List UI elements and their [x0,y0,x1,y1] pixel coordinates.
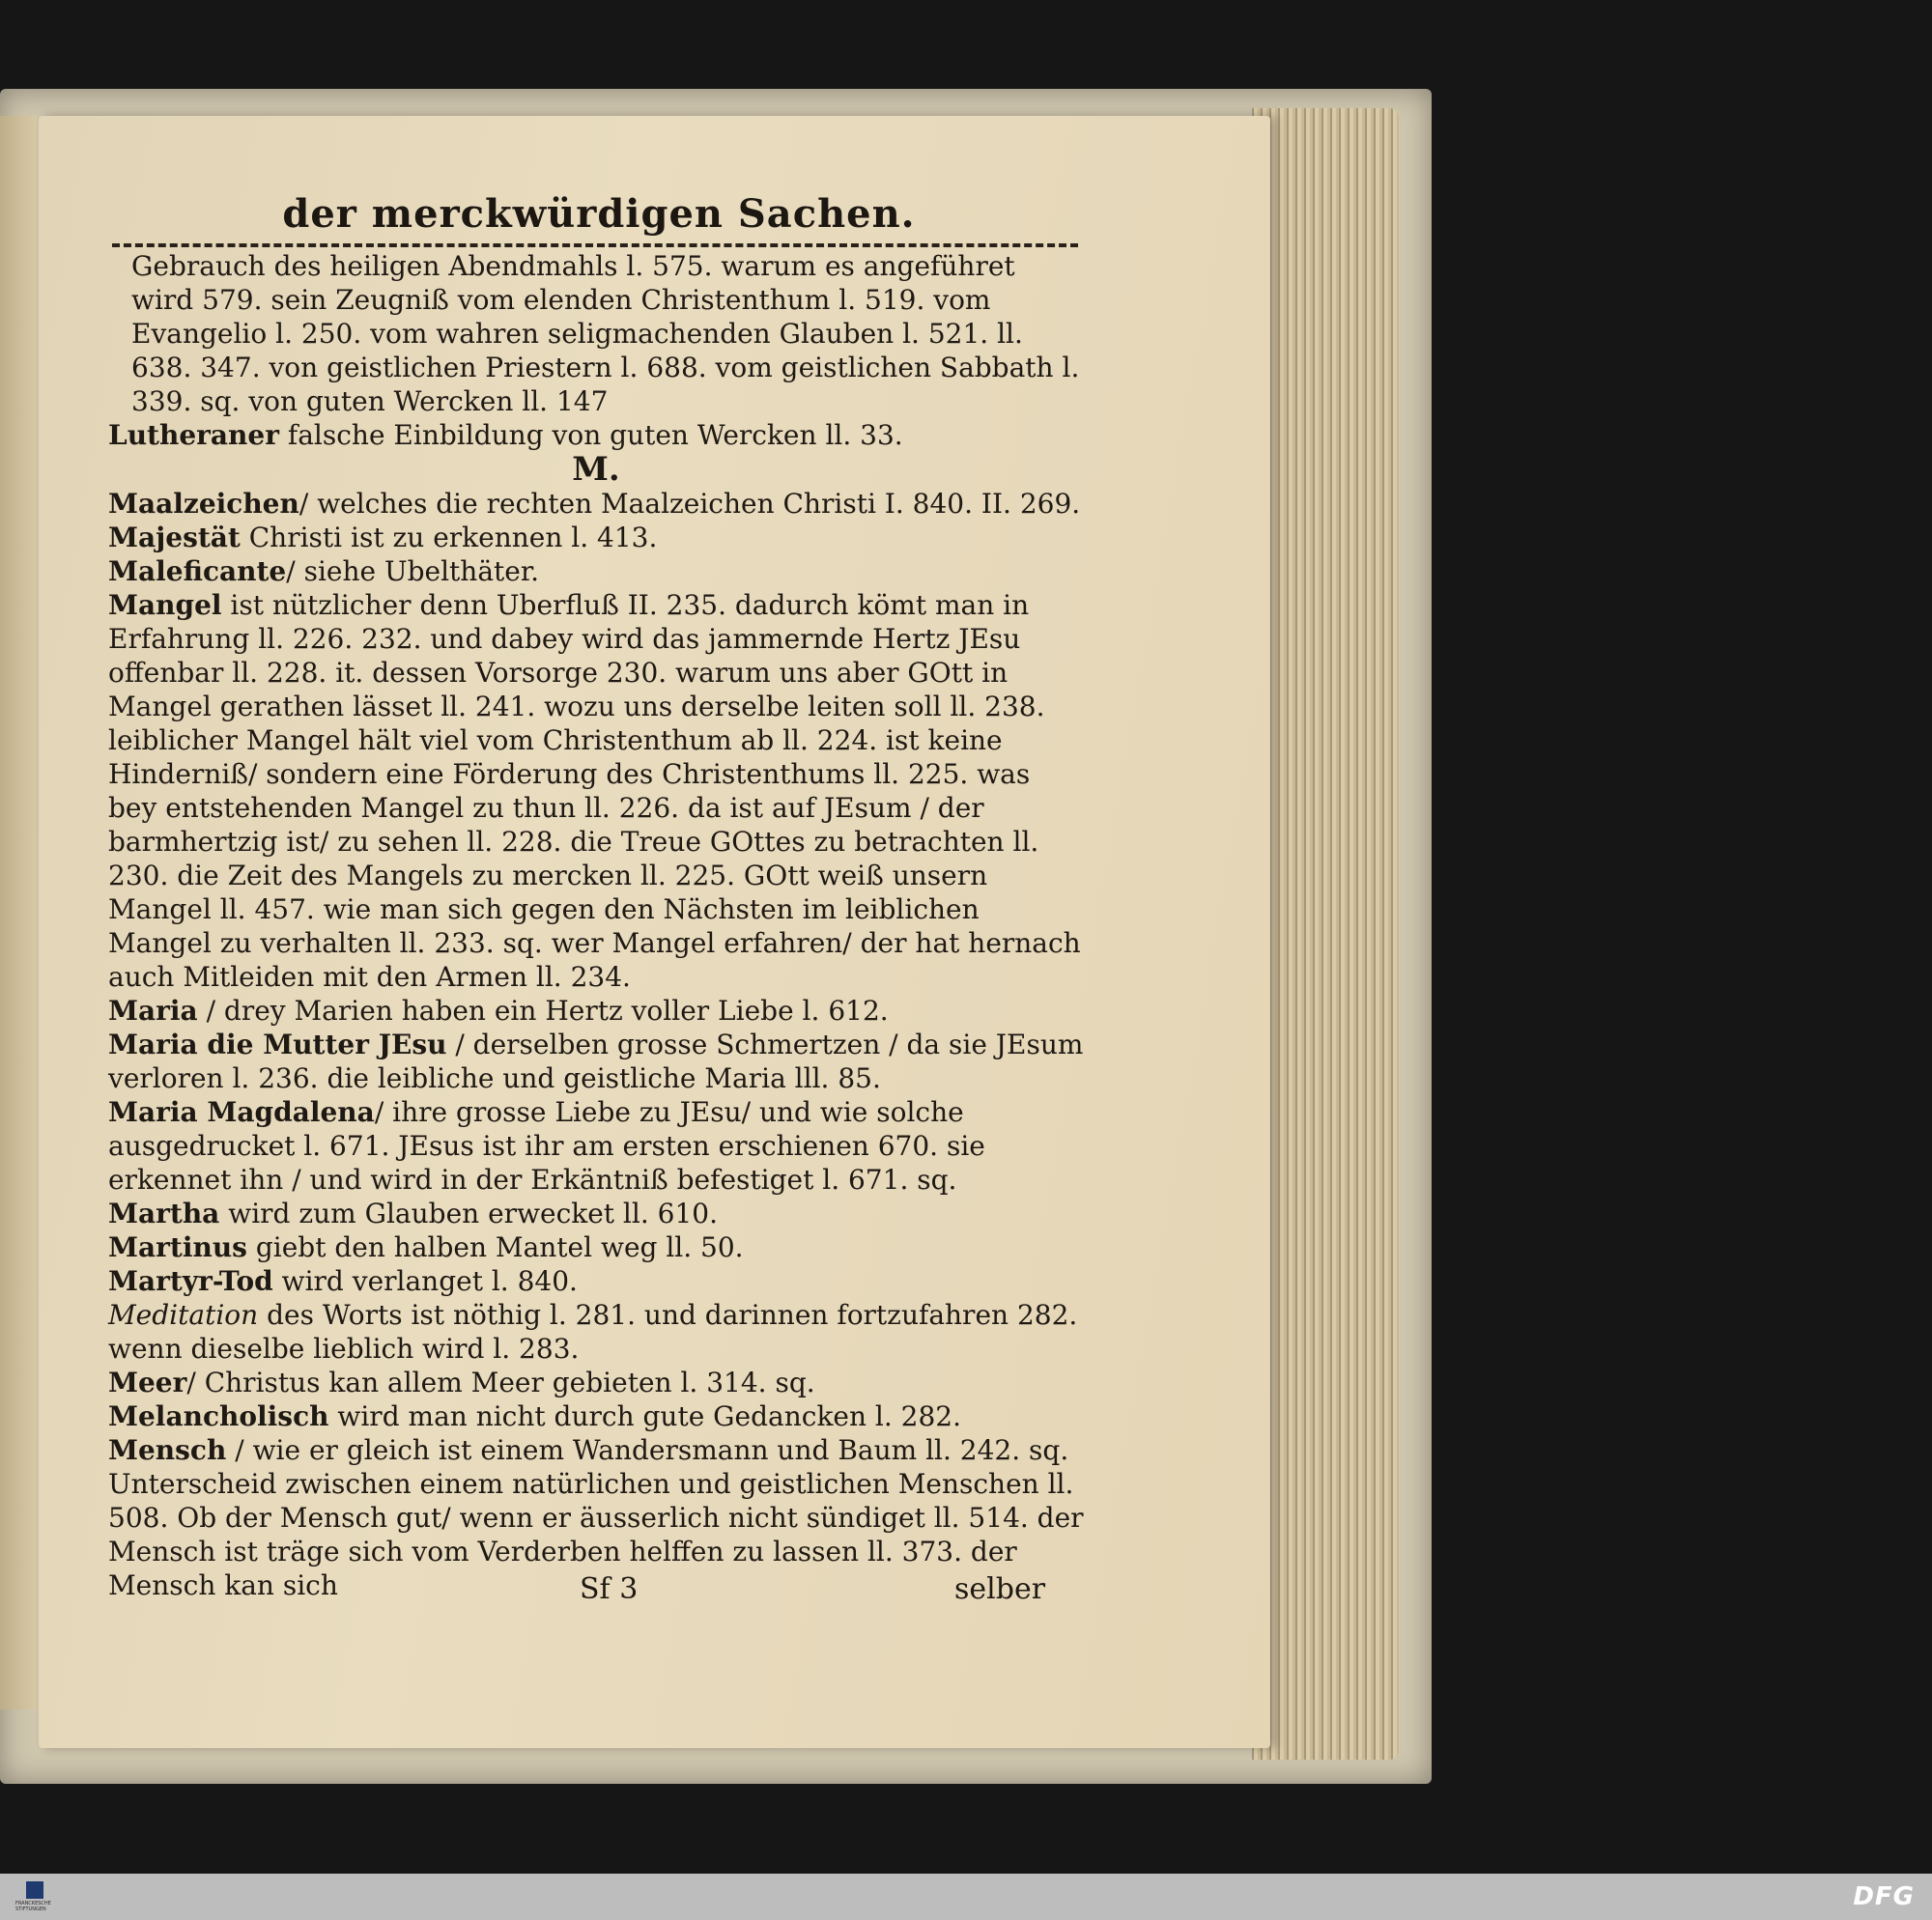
index-entry: Mangel ist nützlicher denn Uberfluß II. 235. dadurch kömt man in Erfahrung ll. 226. 232. und dabey wird das jammernde Hertz JEsu offenbar ll. 228. it. dessen Vorsorge 230. warum uns aber GOtt in Mangel gerathen lässet ll. 241. wozu uns derselbe leiten soll ll. 238. leiblicher Mangel hält viel vom Christenthum ab ll. 224. ist keine Hinderniß/ sondern eine Förderung des Christenthums ll. 225. was bey entstehenden Mangel zu thun ll. 226. da ist auf JEsum / der barmhertzig ist/ zu sehen ll. 228. die Treue GOttes zu betrachten ll. 230. die Zeit des Mangels zu mercken ll. 225. GOtt weiß unsern Mangel ll. 457. wie man sich gegen den Nächsten im leiblichen Mangel zu verhalten ll. 233. sq. wer Mangel erfahren/ der hat hernach auch Mitleiden mit den Armen ll. 234. [108,589,1081,993]
index-entry: Maria die Mutter JEsu / derselben grosse Schmertzen / da sie JEsum verloren l. 236. die leibliche und geistliche Maria lll. 85. [108,1029,1084,1094]
index-entry: Mensch / wie er gleich ist einem Wandersmann und Baum ll. 242. sq. Unterscheid zwischen einem natürlichen und geistlichen Menschen ll. 508. Ob der Mensch gut/ wenn er äusserlich nicht sündiget ll. 514. der Mensch ist träge sich vom Verderben helffen zu lassen ll. 373. der Mensch kan sich [108,1434,1084,1601]
index-entry: Melancholisch wird man nicht durch gute Gedancken l. 282. [108,1400,962,1432]
section-letter: M. [572,450,620,489]
signature-mark: Sf 3 [580,1572,639,1606]
dfg-logo[interactable]: DFG [1853,1882,1915,1911]
index-entry: Martha wird zum Glauben erwecket ll. 610. [108,1198,718,1229]
page-edges [1252,108,1399,1760]
index-entry: Maalzeichen/ welches die rechten Maalzeichen Christi I. 840. II. 269. [108,488,1081,520]
index-entry: Martinus giebt den halben Mantel weg ll. 50. [108,1231,744,1263]
index-entry: Gebrauch des heiligen Abendmahls l. 575. warum es angeführet wird 579. sein Zeugniß vom elenden Christenthum l. 519. vom Evangelio l. 250. vom wahren seligmachenden Glauben l. 521. ll. 638. 347. von geistlichen Priestern l. 688. vom geistlichen Sabbath l. 339. sq. von guten Wercken ll. 147 [131,250,1080,417]
foundation-icon [26,1881,43,1899]
index-entry: Maleficante/ siehe Ubelthäter. [108,555,540,587]
index-entry: Meditation des Worts ist nöthig l. 281. und darinnen fortzufahren 282. wenn dieselbe lieblich wird l. 283. [108,1299,1078,1365]
francke-foundation-logo[interactable]: FRANCKESCHE STIFTUNGEN [15,1878,54,1915]
index-entry: Maria Magdalena/ ihre grosse Liebe zu JEsu/ und wie solche ausgedrucket l. 671. JEsus ist ihr am ersten erschienen 670. sie erkennet ihn / und wird in der Erkäntniß befestiget l. 671. sq. [108,1096,985,1196]
index-entry: Martyr-Tod wird verlanget l. 840. [108,1265,578,1297]
index-entry: Maria / drey Marien haben ein Hertz voller Liebe l. 612. [108,995,889,1027]
left-page-edge [0,116,37,1709]
index-entry: Meer/ Christus kan allem Meer gebieten l. 314. sq. [108,1367,815,1398]
index-entries [108,249,1084,1602]
viewer-footer-bar [0,1874,1932,1920]
book-page [39,116,1270,1748]
index-entry: Lutheraner falsche Einbildung von guten Wercken ll. 33. [108,419,903,451]
running-header: der merckwürdigen Sachen. [282,191,916,237]
header-rule [112,243,1078,247]
catchword: selber [954,1572,1046,1606]
index-entry: Majestät Christi ist zu erkennen l. 413. [108,522,658,553]
